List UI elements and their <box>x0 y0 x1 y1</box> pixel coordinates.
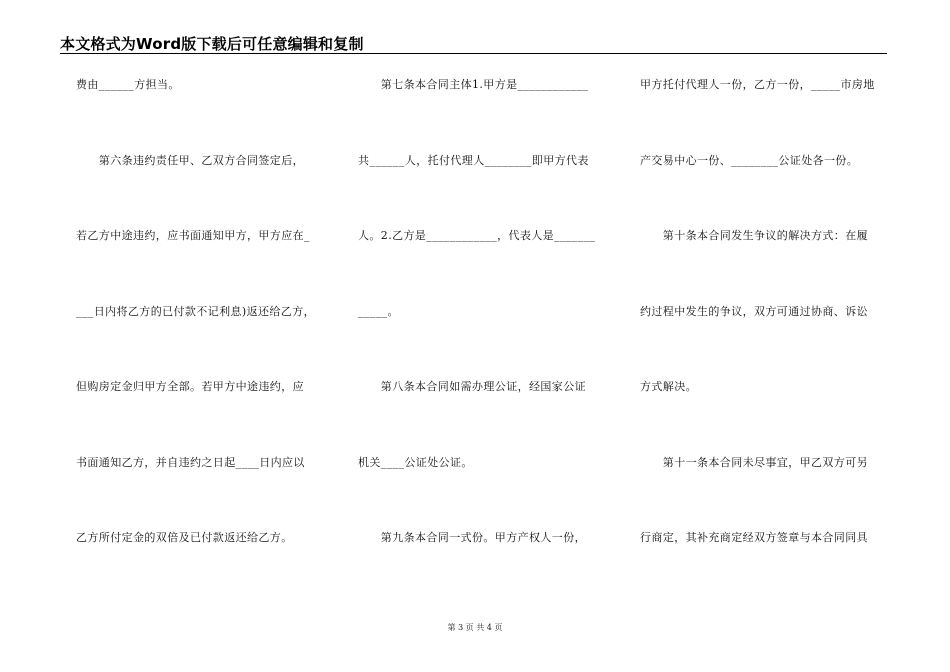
text-line: 费由______方担当。 <box>76 78 180 91</box>
text-line: 乙方所付定金的双倍及已付款返还给乙方。 <box>76 531 293 544</box>
text-line: 第八条本合同如需办理公证，经国家公证 <box>358 380 586 393</box>
text-column-3 <box>640 72 890 601</box>
text-line: 若乙方中途违约，应书面通知甲方，甲方应在_ <box>76 229 310 242</box>
text-line: 第六条违约责任甲、乙双方合同签定后， <box>76 153 304 167</box>
text-line: 人。2.乙方是____________，代表人是_______ <box>358 229 596 242</box>
text-column-1 <box>76 72 326 601</box>
text-line: 书面通知乙方，并自违约之日起____日内应以 <box>76 455 305 469</box>
text-line: 机关____公证处公证。 <box>358 455 473 469</box>
text-line: 产交易中心一份、________公证处各一份。 <box>640 153 859 167</box>
text-line: 第九条本合同一式份。甲方产权人一份， <box>358 531 586 544</box>
text-line: _____。 <box>358 304 399 318</box>
text-line: 甲方托付代理人一份，乙方一份，_____市房地 <box>640 78 875 91</box>
text-line: 约过程中发生的争议，双方可通过协商、诉讼 <box>640 304 868 318</box>
text-line: 第十一条本合同未尽事宜，甲乙双方可另 <box>640 455 868 469</box>
text-line: ___日内将乙方的已付款不记利息)返还给乙方， <box>76 304 315 318</box>
document-header-title: 本文格式为Word版下载后可任意编辑和复制 <box>60 35 364 53</box>
text-line: 第七条本合同主体1.甲方是____________ <box>358 78 589 91</box>
text-line: 行商定，其补充商定经双方签章与本合同同具 <box>640 531 868 544</box>
text-line: 第十条本合同发生争议的解决方式：在履 <box>640 229 868 242</box>
page-number-footer: 第 3 页 共 4 页 <box>447 623 503 632</box>
header-divider <box>60 53 887 54</box>
text-column-2 <box>358 72 608 601</box>
text-line: 共______人，托付代理人________即甲方代表 <box>358 153 589 167</box>
text-line: 但购房定金归甲方全部。若甲方中途违约，应 <box>76 380 304 393</box>
text-line: 方式解决。 <box>640 380 697 393</box>
